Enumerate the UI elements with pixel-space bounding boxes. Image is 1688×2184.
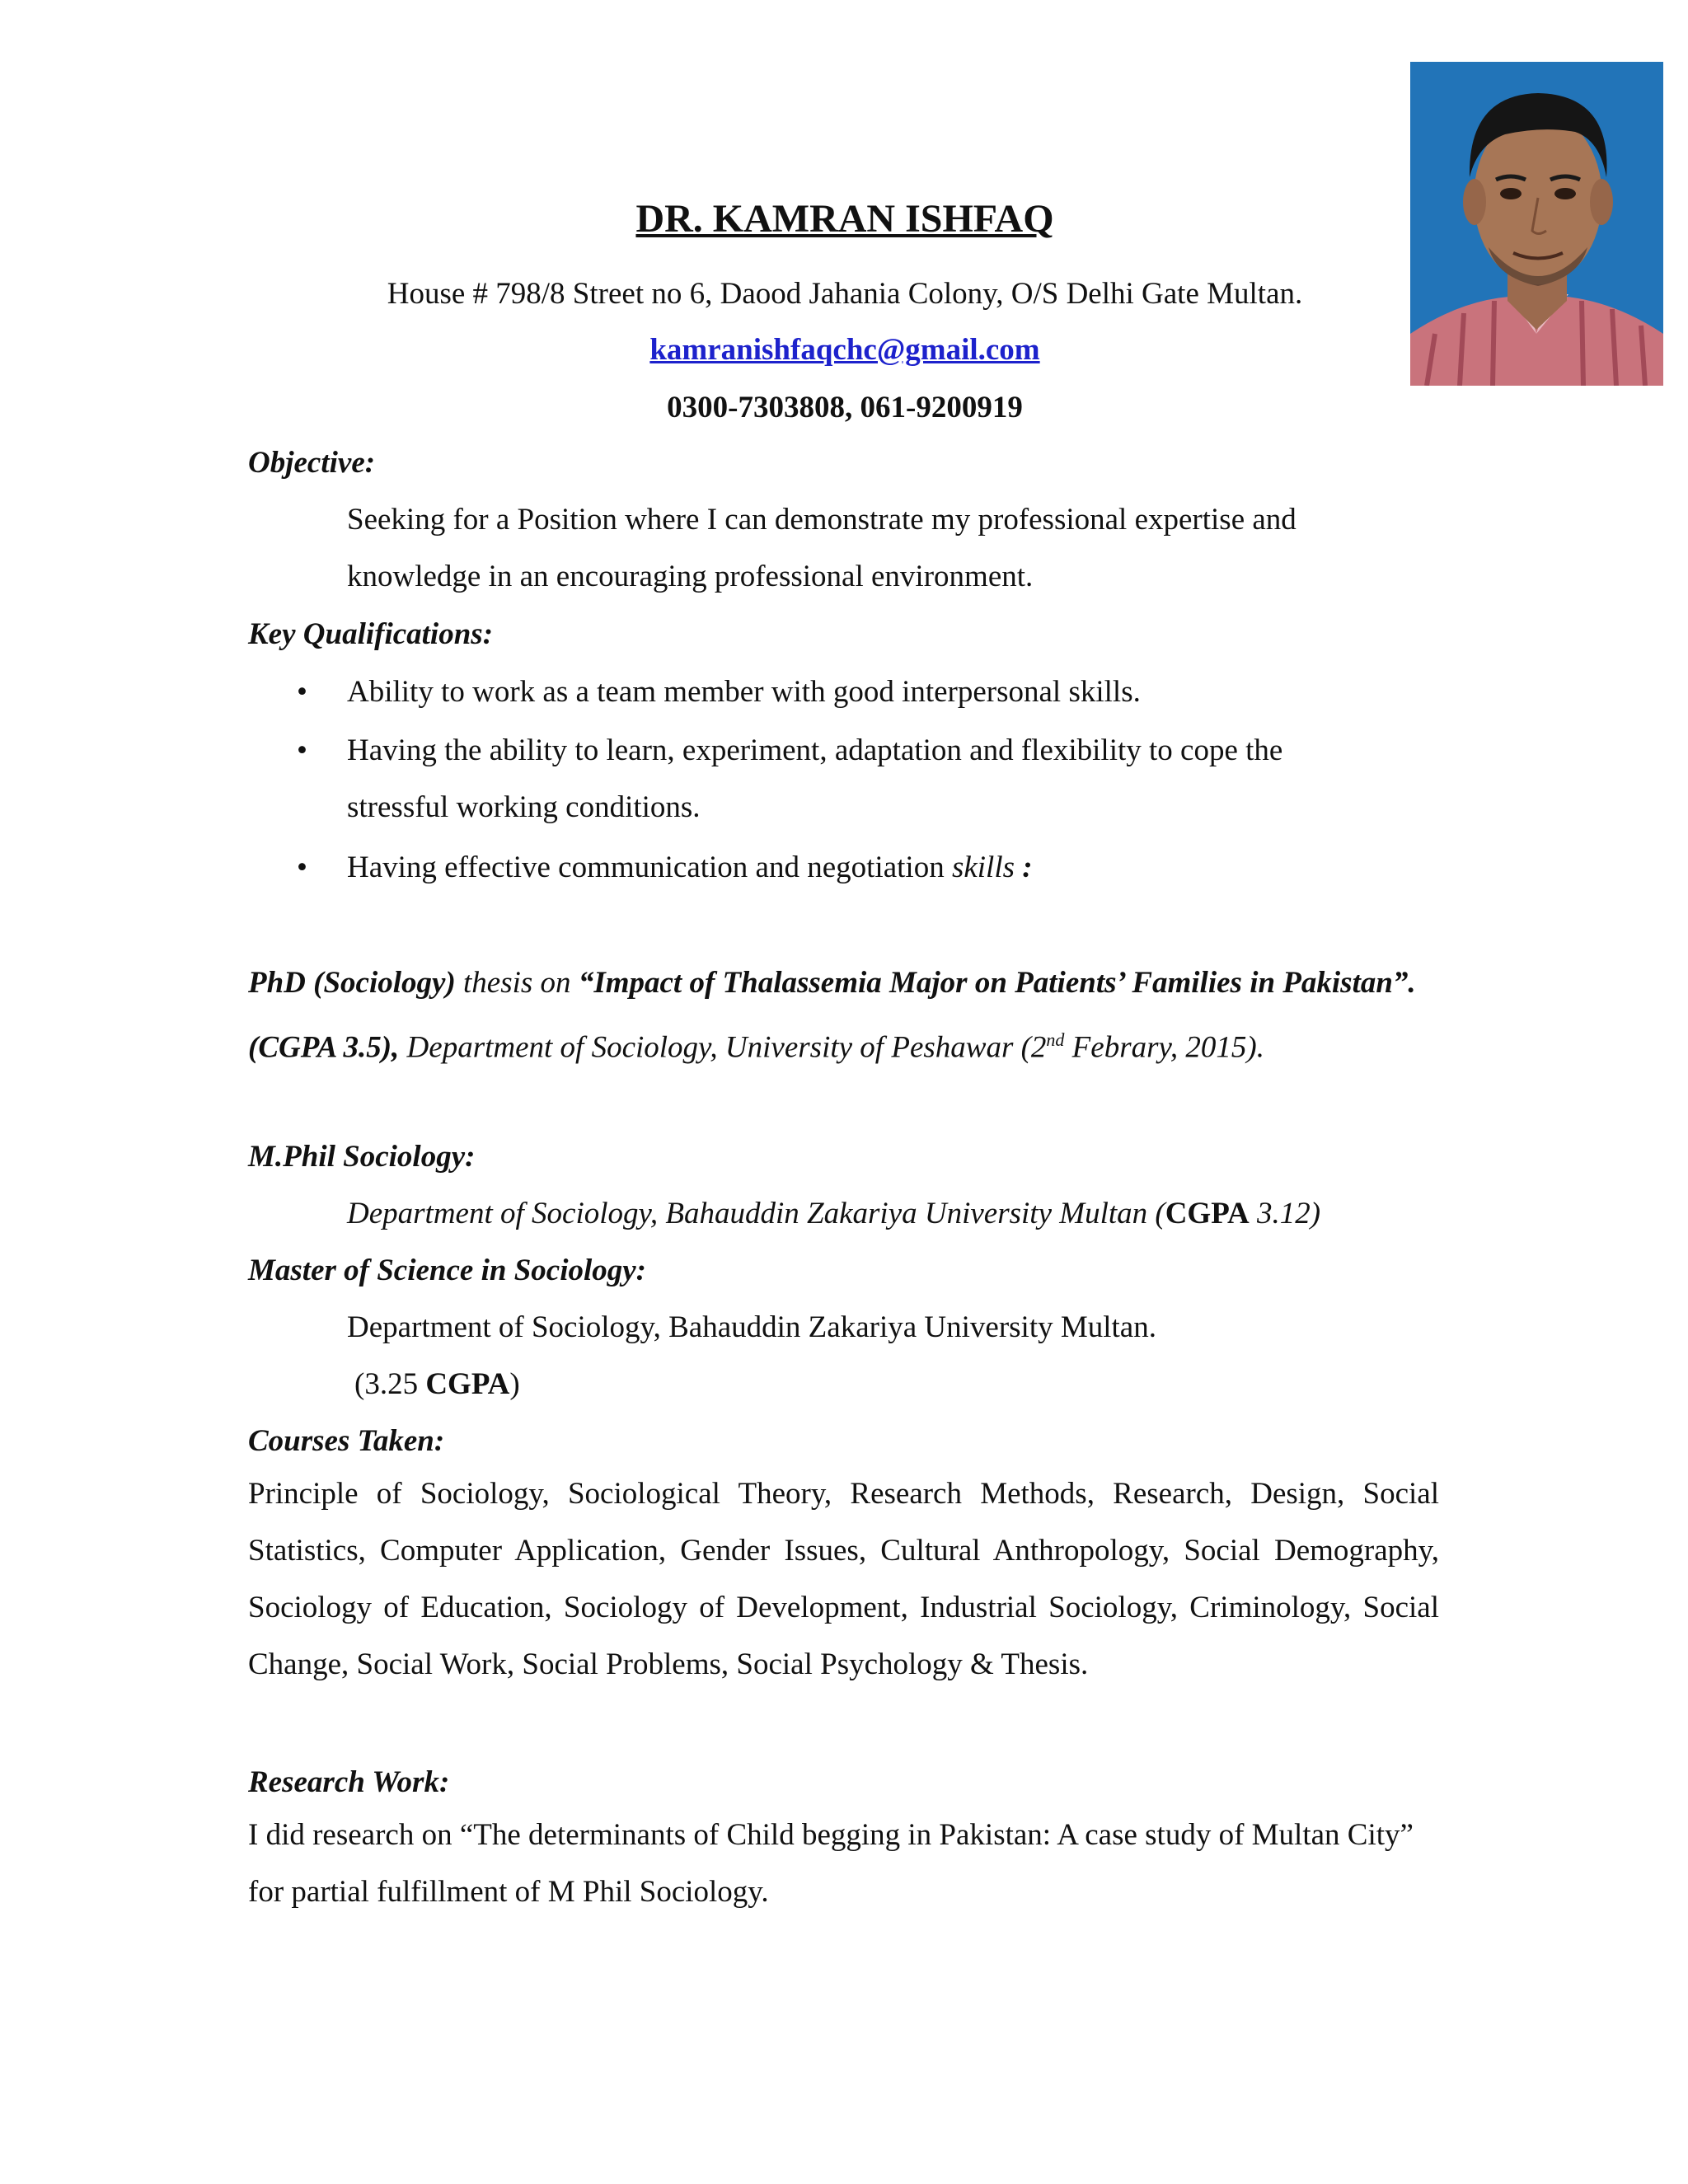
msc-cgpa xyxy=(354,1366,520,1402)
research-heading: Research Work: xyxy=(248,1765,450,1799)
address-text: House # 798/8 Street no 6, Daood Jahania Colony, O/S Delhi Gate Multan. xyxy=(387,277,1303,311)
msc-heading: Master of Science in Sociology: xyxy=(248,1254,647,1287)
msc-cgpa-open: (3.25 xyxy=(354,1367,426,1401)
msc-department: Department of Sociology, Bahauddin Zakariya University Multan. xyxy=(347,1310,1156,1344)
mphil-detail xyxy=(347,1196,1320,1231)
courses-text: Principle of Sociology, Sociological Theory, Research Methods, Research, Design, Social Statistics, Computer Application, Gender Issues, Cultural Anthropology, Social Demography, Sociology of Education, Sociology of Development, Industrial Sociology, Criminology, Social Change, Social Work, Social Problems, Social Psychology & Thesis. xyxy=(248,1477,1439,1681)
portrait-image xyxy=(1410,62,1663,386)
qualification-item-3-colon: : xyxy=(1015,851,1033,884)
objective-line-2: knowledge in an encouraging professional environment. xyxy=(347,560,1034,593)
bullet-2: • xyxy=(297,733,307,767)
phd-entry xyxy=(248,954,1439,1076)
objective-heading: Objective: xyxy=(248,446,376,480)
research-text: I did research on “The determinants of Child begging in Pakistan: A case study of Multan City” for partial fulfillment of M Phil Sociology. xyxy=(248,1818,1414,1909)
qualification-item-2-line-2: stressful working conditions. xyxy=(347,790,701,824)
mphil-cgpa-value: 3.12) xyxy=(1249,1197,1321,1230)
msc-cgpa-label: CGPA xyxy=(425,1367,510,1401)
phd-department: Department of Sociology, University of Peshawar (2 xyxy=(399,1030,1047,1065)
bullet-3: • xyxy=(297,851,307,884)
phd-thesis-on: thesis on xyxy=(455,966,579,1000)
mphil-department: Department of Sociology, Bahauddin Zakariya University Multan ( xyxy=(347,1197,1165,1230)
email-link[interactable]: kamranishfaqchc@gmail.com xyxy=(649,333,1040,367)
qualification-item-3-skills: skills xyxy=(951,851,1015,884)
msc-cgpa-close: ) xyxy=(509,1367,520,1401)
qualification-item-3-text: Having effective communication and negotiation xyxy=(347,851,952,884)
qualification-item-2-line-1: Having the ability to learn, experiment, adaptation and flexibility to cope the xyxy=(347,733,1283,767)
mphil-cgpa-label: CGPA xyxy=(1165,1197,1250,1230)
objective-line-1: Seeking for a Position where I can demonstrate my professional expertise and xyxy=(347,503,1296,537)
mphil-heading: M.Phil Sociology: xyxy=(248,1140,476,1174)
qualification-item-1: Ability to work as a team member with good interpersonal skills. xyxy=(347,675,1141,709)
phd-date-suffix: nd xyxy=(1046,1029,1065,1050)
bullet-1: • xyxy=(297,675,307,709)
phd-date: Febrary, 2015). xyxy=(1064,1030,1264,1065)
candidate-name: DR. KAMRAN ISHFAQ xyxy=(635,197,1054,241)
phone-numbers: 0300-7303808, 061-9200919 xyxy=(667,391,1023,424)
qualifications-heading: Key Qualifications: xyxy=(248,617,494,651)
phd-thesis-title: “Impact of Thalassemia Major on Patients’ Families in Pakistan”. (CGPA 3.5), xyxy=(248,966,1416,1065)
phd-degree: PhD (Sociology) xyxy=(248,966,456,1000)
qualification-item-3 xyxy=(347,850,1033,885)
profile-photo xyxy=(1410,62,1663,386)
courses-heading: Courses Taken: xyxy=(248,1424,445,1458)
